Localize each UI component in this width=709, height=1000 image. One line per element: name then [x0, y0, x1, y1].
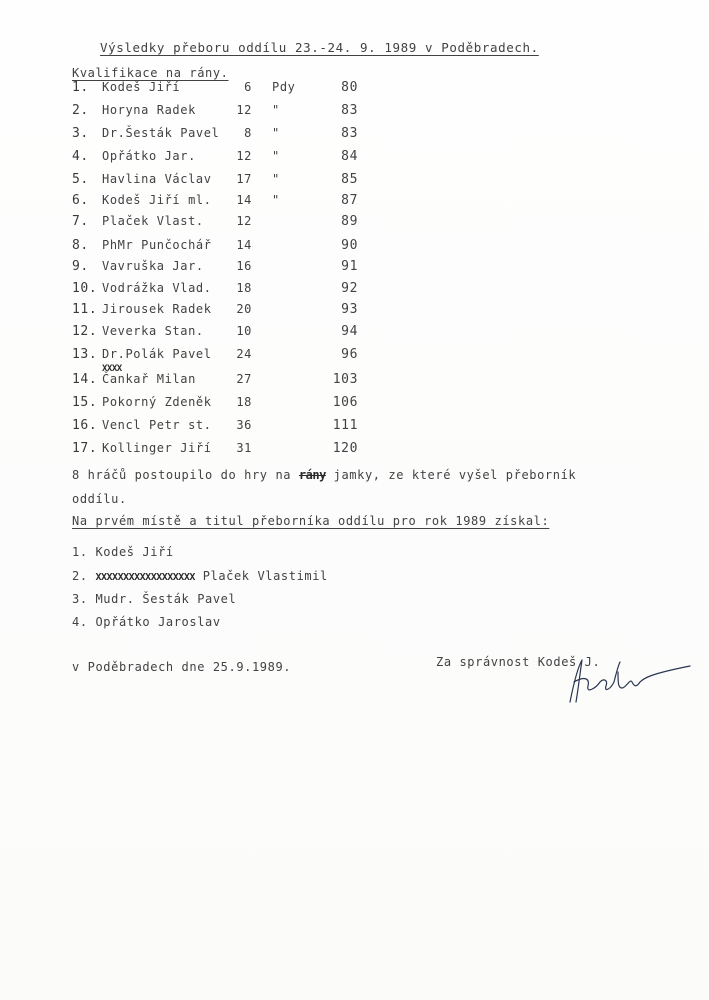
result-name: Kodeš Jiří — [102, 80, 181, 94]
result-name: Kollinger Jiří — [102, 441, 212, 455]
row-14-overtype-mark: XXXX — [102, 364, 122, 374]
signature-stroke — [570, 660, 690, 702]
result-name: Dr.Polák Pavel — [102, 347, 212, 361]
result-name: Veverka Stan. — [102, 324, 204, 338]
result-score: 89 — [341, 214, 358, 229]
document-title: Výsledky přeboru oddílu 23.-24. 9. 1989 v Poděbradech. — [100, 40, 539, 55]
result-pdy: Pdy — [272, 80, 296, 94]
result-strokes: 27 — [236, 372, 252, 386]
result-rank: 9. — [72, 259, 89, 274]
advance-struck-word: rány — [298, 468, 326, 482]
result-name: Havlina Václav — [102, 172, 212, 186]
advance-text-1: 8 hráčů postoupilo do hry na — [72, 468, 292, 482]
winner-item — [72, 592, 236, 606]
result-strokes: 24 — [236, 347, 252, 361]
result-name: Dr.Šesták Pavel — [102, 126, 220, 140]
result-pdy: " — [272, 126, 280, 140]
result-name: Horyna Radek — [102, 103, 196, 117]
result-rank: 11. — [72, 302, 98, 317]
winners-heading: Na prvém místě a titul přeborníka oddílu pro rok 1989 získal: — [72, 514, 550, 528]
result-strokes: 8 — [244, 126, 252, 140]
result-name: Opřátko Jar. — [102, 149, 196, 163]
result-name: Vavruška Jar. — [102, 259, 204, 273]
winner-item — [72, 615, 221, 629]
result-rank: 6. — [72, 193, 89, 208]
result-strokes: 17 — [236, 172, 252, 186]
result-score: 111 — [332, 418, 358, 433]
result-strokes: 16 — [236, 259, 252, 273]
result-rank: 13. — [72, 347, 98, 362]
result-rank: 1. — [72, 80, 89, 95]
winner-rank: 2. — [72, 569, 88, 583]
result-name: Pokorný Zdeněk — [102, 395, 212, 409]
result-rank: 10. — [72, 281, 98, 296]
result-score: 96 — [341, 347, 358, 362]
winner-rank: 3. — [72, 592, 88, 606]
result-score: 103 — [332, 372, 358, 387]
result-strokes: 10 — [236, 324, 252, 338]
result-score: 87 — [341, 193, 358, 208]
winner-name: Opřátko Jaroslav — [95, 615, 221, 629]
result-rank: 12. — [72, 324, 98, 339]
result-rank: 4. — [72, 149, 89, 164]
result-strokes: 12 — [236, 214, 252, 228]
result-score: 94 — [341, 324, 358, 339]
result-strokes: 14 — [236, 193, 252, 207]
result-pdy: " — [272, 172, 280, 186]
result-score: 106 — [332, 395, 358, 410]
result-score: 83 — [341, 126, 358, 141]
result-name: Vodrážka Vlad. — [102, 281, 212, 295]
winner-name: Mudr. Šesták Pavel — [95, 592, 237, 606]
handwritten-signature — [560, 652, 700, 712]
result-name: Plaček Vlast. — [102, 214, 204, 228]
result-score: 80 — [341, 80, 358, 95]
result-strokes: 18 — [236, 395, 252, 409]
result-strokes: 12 — [236, 103, 252, 117]
advance-text-3: oddílu. — [72, 492, 127, 506]
qualification-heading: Kvalifikace na rány. — [72, 66, 229, 80]
winner-rank: 1. — [72, 545, 88, 559]
result-score: 90 — [341, 238, 358, 253]
result-name: Čankař Milan — [102, 372, 196, 386]
winner-name: Plaček Vlastimil — [202, 569, 328, 583]
result-score: 91 — [341, 259, 358, 274]
result-score: 85 — [341, 172, 358, 187]
winner-name: Kodeš Jiří — [95, 545, 174, 559]
result-rank: 5. — [72, 172, 89, 187]
verification-line: Za správnost Kodeš J. — [436, 655, 601, 669]
result-name: Jirousek Radek — [102, 302, 212, 316]
result-strokes: 18 — [236, 281, 252, 295]
result-strokes: 36 — [236, 418, 252, 432]
result-pdy: " — [272, 103, 280, 117]
winner-item — [72, 545, 174, 559]
result-strokes: 14 — [236, 238, 252, 252]
result-pdy: " — [272, 193, 280, 207]
result-rank: 15. — [72, 395, 98, 410]
result-score: 83 — [341, 103, 358, 118]
result-score: 84 — [341, 149, 358, 164]
place-and-date: v Poděbradech dne 25.9.1989. — [72, 660, 292, 674]
advance-paragraph-line-1 — [72, 468, 576, 482]
result-rank: 3. — [72, 126, 89, 141]
winner-struck-text: XXXXXXXXXXXXXXXXXX — [95, 572, 195, 583]
result-rank: 17. — [72, 441, 98, 456]
result-strokes: 6 — [244, 80, 252, 94]
winner-rank: 4. — [72, 615, 88, 629]
result-score: 93 — [341, 302, 358, 317]
result-strokes: 31 — [236, 441, 252, 455]
result-rank: 14. — [72, 372, 98, 387]
result-rank: 8. — [72, 238, 89, 253]
result-score: 92 — [341, 281, 358, 296]
result-name: PhMr Punčochář — [102, 238, 212, 252]
result-pdy: " — [272, 149, 280, 163]
result-name: Vencl Petr st. — [102, 418, 212, 432]
result-score: 120 — [332, 441, 358, 456]
result-rank: 7. — [72, 214, 89, 229]
result-rank: 16. — [72, 418, 98, 433]
result-strokes: 20 — [236, 302, 252, 316]
winner-item — [72, 569, 328, 583]
result-name: Kodeš Jiří ml. — [102, 193, 212, 207]
result-strokes: 12 — [236, 149, 252, 163]
advance-text-2: jamky, ze které vyšel přeborník — [333, 468, 577, 482]
result-rank: 2. — [72, 103, 89, 118]
